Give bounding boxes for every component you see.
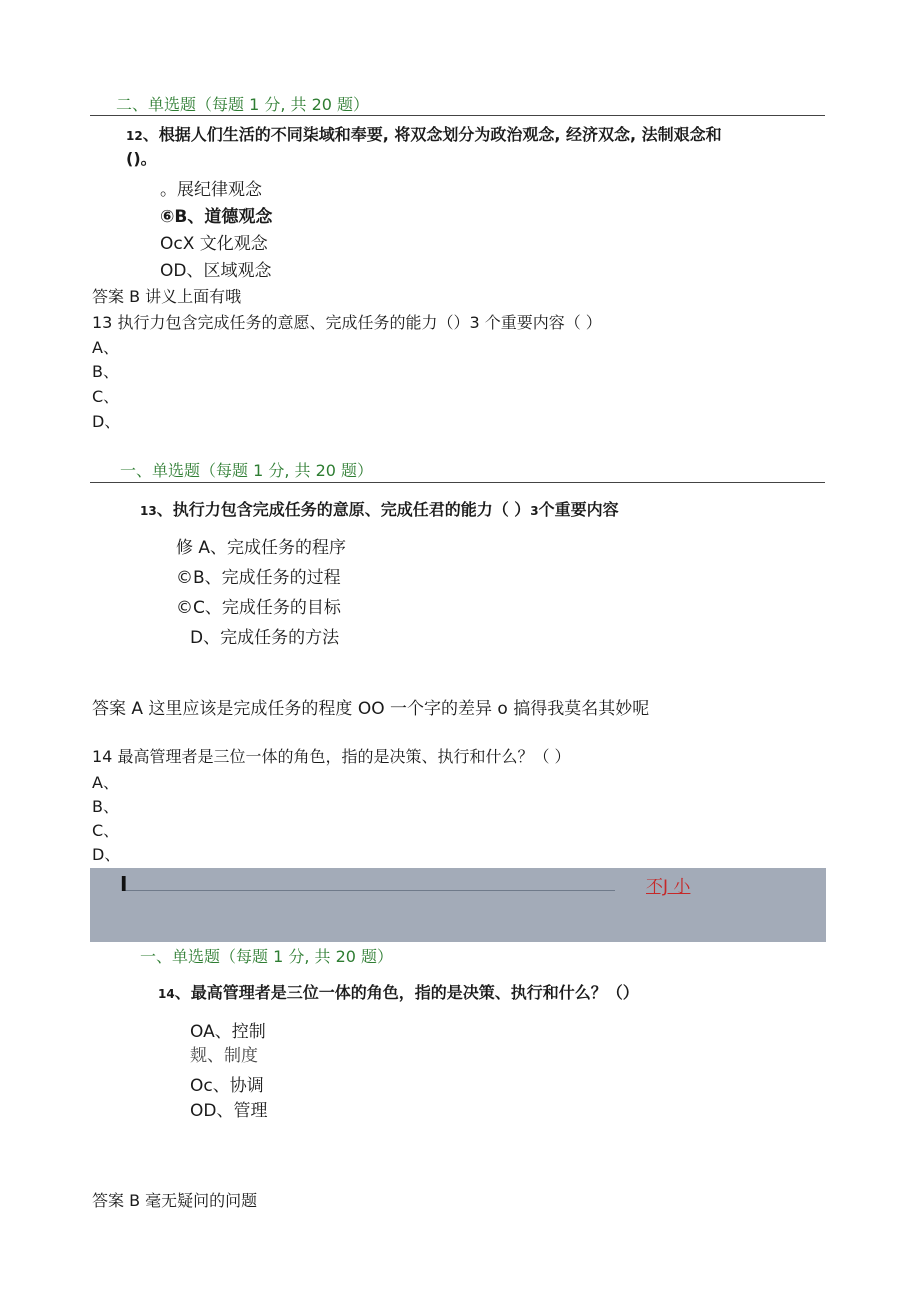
option-b[interactable]: 觌、制度 [190,1046,258,1066]
question-number-inline: 3 [530,504,539,518]
question-14-plain: 14 最高管理者是三位一体的角色，指的是决策、执行和什么？（ ） [92,747,571,766]
option-a[interactable]: 。展纪律观念 [160,180,262,200]
option-letter: A、 [92,338,119,357]
question-text: 、最高管理者是三位一体的角色，指的是决策、执行和什么？（） [174,983,639,1002]
question-number: 14 [158,987,175,1001]
option-c[interactable]: OcX 文化观念 [160,234,268,254]
section-header: 一、单选题（每题 1 分, 共 20 题） [140,947,394,966]
answer-text: 答案 A 这里应该是完成任务的程度 OO 一个字的差异 o 搞得我莫名其妙呢 [92,699,650,719]
option-b[interactable]: ©B、完成任务的过程 [176,568,341,588]
section-header: 一、单选题（每题 1 分, 共 20 题） [120,461,374,480]
option-d[interactable]: OD、管理 [190,1101,268,1121]
answer-text: 答案 B 讲义上面有哦 [92,287,242,306]
question-12-line1 [126,122,722,145]
section-header: 二、单选题（每题 1 分, 共 20 题） [116,95,370,114]
question-number: 12 [126,129,143,143]
band-mark: I [120,872,128,896]
option-a[interactable]: 修 A、完成任务的程序 [176,538,347,558]
option-letter: B、 [92,362,119,381]
question-tail: 个重要内容 [538,500,619,519]
option-letter: A、 [92,773,119,792]
option-letter: D、 [92,845,121,864]
question-13 [140,497,619,520]
band-text: 不J 小 [646,877,691,897]
option-letter: B、 [92,797,119,816]
option-a[interactable]: OA、控制 [190,1022,266,1042]
band-divider [125,890,615,891]
question-13-plain: 13 执行力包含完成任务的意愿、完成任务的能力（）3 个重要内容（ ） [92,313,602,332]
option-letter: C、 [92,821,120,840]
divider [90,482,825,483]
option-letter: D、 [92,412,121,431]
option-c[interactable]: ©C、完成任务的目标 [176,598,341,618]
question-text: 、执行力包含完成任务的意原、完成任君的能力（ ） [156,500,531,519]
option-c[interactable]: Oc、协调 [190,1076,264,1096]
question-14 [158,980,639,1003]
option-b[interactable]: ⑥B、道德观念 [160,207,273,227]
option-letter: C、 [92,387,120,406]
question-number: 13 [140,504,157,518]
question-12-line2: ()。 [126,149,157,168]
option-d[interactable]: D、完成任务的方法 [190,628,340,648]
answer-text: 答案 B 毫无疑问的问题 [92,1191,258,1210]
question-text: 、根据人们生活的不同柒域和奉要, 将双念划分为政治观念, 经济双念, 法制艰念和 [142,125,722,144]
screenshot-band [90,868,826,942]
divider [90,115,825,116]
option-d[interactable]: OD、区域观念 [160,261,272,281]
